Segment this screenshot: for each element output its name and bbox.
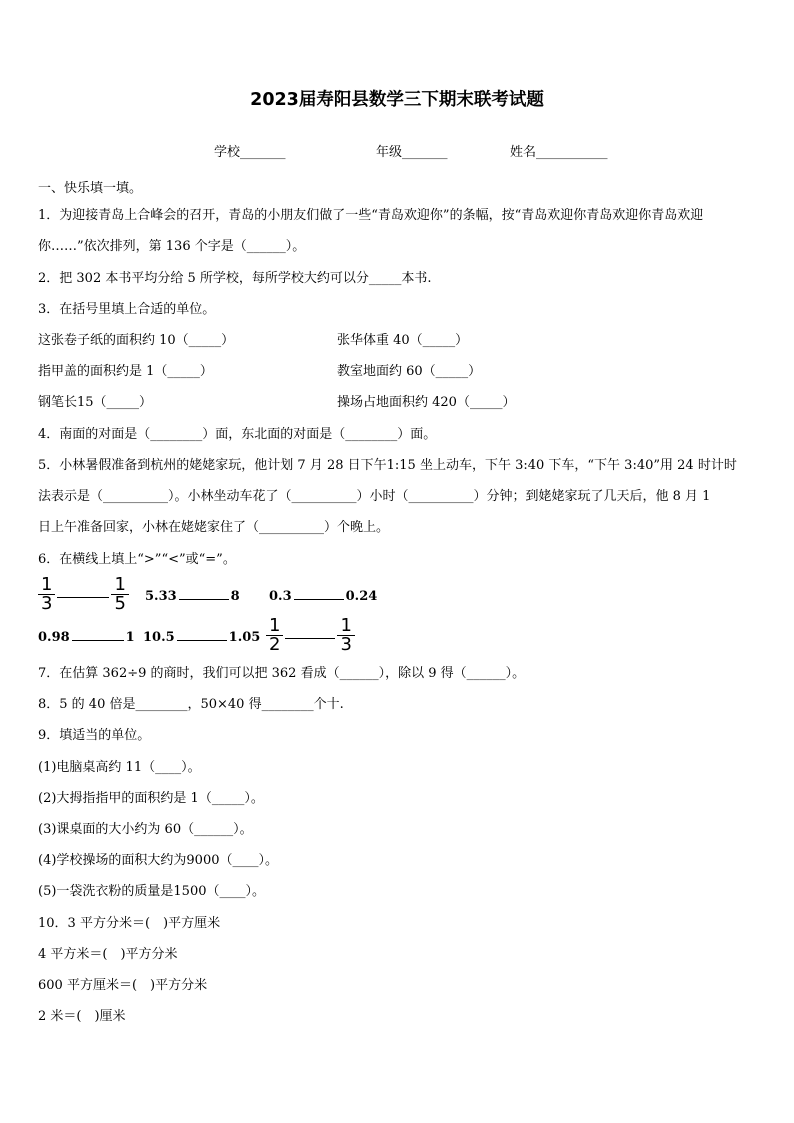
- compare-right: 1.05: [228, 630, 261, 645]
- question-10-item: 4 平方米＝( )平方分米: [38, 947, 178, 962]
- numerator: 1: [38, 576, 55, 595]
- question-3-item: 张华体重 40（_____）: [337, 333, 469, 348]
- fraction: [266, 617, 283, 654]
- denominator: 5: [114, 593, 126, 614]
- school-field: 学校_______: [214, 145, 286, 160]
- name-field: 姓名___________: [510, 145, 608, 160]
- compare-left: 10.5: [143, 630, 175, 645]
- question-5-line1: 5．小林暑假准备到杭州的姥姥家玩，他计划 7 月 28 日下午1:15 坐上动车，下午 3:40 下车，“下午 3:40”用 24 时计时: [38, 458, 737, 473]
- fraction: [38, 576, 55, 613]
- compare-blank: [72, 640, 124, 641]
- denominator: 3: [41, 593, 53, 614]
- fraction: [111, 576, 128, 613]
- numerator: 1: [337, 617, 354, 636]
- question-1-line2: 你……”依次排列，第 136 个字是（______）。: [38, 239, 306, 254]
- compare-right: 1: [125, 630, 135, 645]
- question-3-item: 操场占地面积约 420（_____）: [337, 395, 516, 410]
- question-9-item: (4)学校操场的面积大约为9000（____）。: [38, 853, 278, 868]
- compare-blank: [179, 599, 229, 600]
- compare-pair: [143, 630, 260, 645]
- question-3-item: 钢笔长15（_____）: [38, 395, 153, 410]
- compare-pair: [145, 589, 240, 604]
- question-9-item: (5)一袋洗衣粉的质量是1500（____）。: [38, 884, 265, 899]
- question-3-item: 教室地面约 60（_____）: [337, 364, 482, 379]
- compare-blank: [177, 640, 227, 641]
- page-title: 2023届寿阳县数学三下期末联考试题: [250, 90, 544, 110]
- question-9-item: (3)课桌面的大小约为 60（______）。: [38, 822, 253, 837]
- question-8: 8．5 的 40 倍是________，50×40 得________个十.: [38, 697, 344, 712]
- denominator: 2: [269, 634, 281, 655]
- compare-left: 5.33: [145, 589, 177, 604]
- question-4: 4．南面的对面是（________）面，东北面的对面是（________）面。: [38, 427, 437, 442]
- compare-pair: [269, 589, 377, 604]
- compare-blank: [57, 597, 109, 598]
- compare-left: 0.98: [38, 630, 70, 645]
- compare-blank: [285, 638, 335, 639]
- question-2: 2．把 302 本书平均分给 5 所学校，每所学校大约可以分_____本书.: [38, 271, 432, 286]
- question-1-line1: 1．为迎接青岛上合峰会的召开，青岛的小朋友们做了一些“青岛欢迎你”的条幅，按“青岛欢迎你青岛欢迎你青岛欢迎: [38, 208, 704, 223]
- question-3-item: 这张卷子纸的面积约 10（_____）: [38, 333, 235, 348]
- question-7: 7．在估算 362÷9 的商时，我们可以把 362 看成（______），除以 9 得（______）。: [38, 666, 526, 681]
- section-heading: 一、快乐填一填。: [38, 181, 143, 196]
- question-10-item: 10．3 平方分米＝( )平方厘米: [38, 916, 221, 931]
- fraction: [337, 617, 354, 654]
- denominator: 3: [340, 634, 352, 655]
- question-9-item: (1)电脑桌高约 11（____）。: [38, 760, 201, 775]
- compare-blank: [294, 599, 344, 600]
- compare-left: 0.3: [269, 589, 292, 604]
- question-6-stem: 6．在横线上填上“>”“<”或“=”。: [38, 552, 236, 567]
- numerator: 1: [111, 576, 128, 595]
- compare-right: 0.24: [345, 589, 378, 604]
- question-3-item: 指甲盖的面积约是 1（_____）: [38, 364, 213, 379]
- compare-pair: [38, 630, 135, 645]
- compare-fraction-pair: [38, 576, 129, 613]
- compare-right: 8: [230, 589, 240, 604]
- question-9-item: (2)大拇指指甲的面积约是 1（_____）。: [38, 791, 264, 806]
- question-3-stem: 3．在括号里填上合适的单位。: [38, 302, 216, 317]
- question-10-item: 2 米＝( )厘米: [38, 1009, 126, 1024]
- compare-fraction-pair: [266, 617, 355, 654]
- question-5-line3: 日上午准备回家，小林在姥姥家住了（__________）个晚上。: [38, 520, 390, 535]
- numerator: 1: [266, 617, 283, 636]
- question-5-line2: 法表示是（__________）。小林坐动车花了（__________）小时（__________）分钟；到姥姥家玩了几天后，他 8 月 1: [38, 489, 711, 504]
- question-10-item: 600 平方厘米＝( )平方分米: [38, 978, 208, 993]
- grade-field: 年级_______: [376, 145, 448, 160]
- question-9-stem: 9．填适当的单位。: [38, 728, 151, 743]
